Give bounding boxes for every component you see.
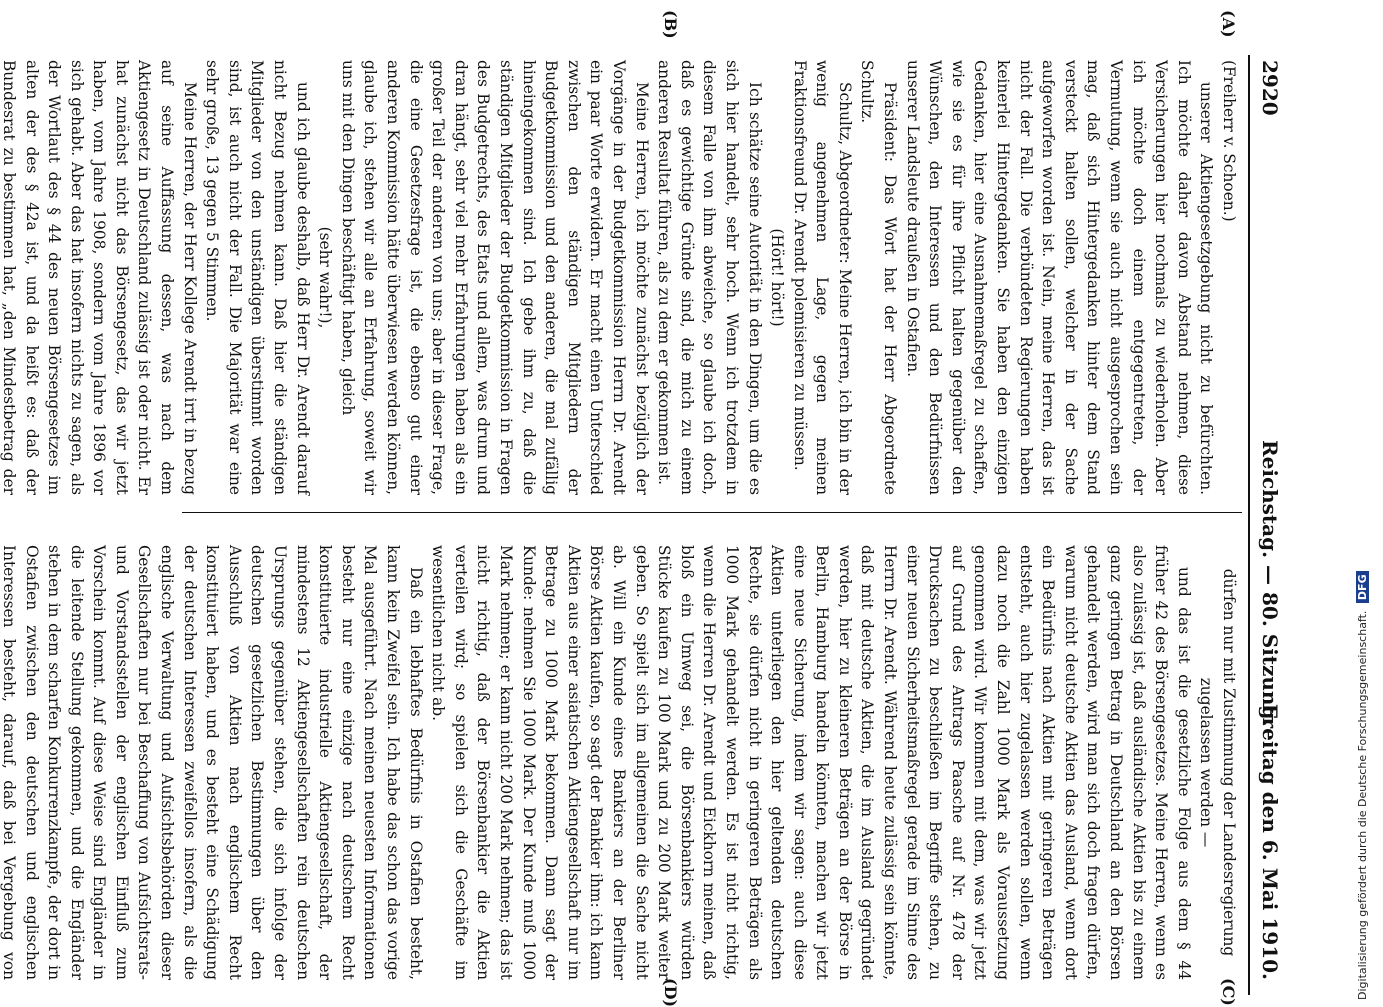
digitization-note (1356, 10, 1369, 1000)
left-column (0, 60, 1240, 495)
paragraph: unserer Aktiengesetzgebung nicht zu befürchten. Ich möchte daher davon Abstand nehmen, diese Versicherungen hier nochmals zu wiederholen. Aber ich möchte doch einem entgegentreten, der Vermutung, wenn sie auch nicht ausgesprochen sein mag, daß sich Hintergedanken hinter dem Stand versteckt halten sollen, welcher in der Sache aufgeworfen worden ist. Nein, meine Herren, das ist nicht der Fall. Die verbündeten Regierungen haben keinerlei Hintergedanken. Sie haben den einzigen Gedanken, hier eine Ausnahmemaßregel zu schaffen, wie sie es für ihre Pflicht halten gegenüber den Wünschen, den Interessen und den Bedürfnissen unserer Landsleute draußen in Ostafien. (903, 60, 1216, 495)
page-header (1252, 60, 1282, 990)
right-column (0, 545, 1240, 980)
interjection: (sehr wahr!), (316, 226, 335, 329)
page-number: 2920 (1258, 60, 1282, 116)
paragraph: Meine Herren, der Herr Kollege Arendt irrt in bezug auf seine Auffassung dessen, was nach dem Aktiengesetz in Deutschland zulässig ist oder nicht. Er hat zunächst nicht das Börsengesetz, das wir jetzt haben, vom Jahre 1908, sondern vom Jahre 1896 vor sich gehabt. Aber das hat insofern nichts zu sagen, als der Wortlaut des § 44 des neuen Börsengesetzes im alten der des § 42a ist, und da heißt es: daß der Bundesrat zu bestimmen hat, „den Mindestbetrag der (0, 60, 199, 495)
paragraph: Ich schätze seine Autorität in den Dingen, um die es sich hier handelt, sehr hoch. Wenn ich trotzdem in diesem Falle von ihm abweiche, so glaube ich doch, daß es gewichtige Gründe sind, die mich zu einem anderen Resultat führen, als zu dem er gekommen ist. (655, 60, 764, 495)
paragraph: Daß ein lebhaftes Bedürfnis in Ostafien besteht, kann kein Zweifel sein. Ich habe das schon das vorige Mal ausgeführt. Nach meinen neuesten Informationen besteht nur eine einzige nach deutschem Recht konstituierte industrielle Aktiengesellschaft, der mindestens 12 Aktiengesellschaften rein deutschen Ursprungs gegenüber stehen, die sich infolge der deutschen gesetzlichen Bestimmungen über den Ausschluß von Aktien nach englischem Recht konstituiert haben, und es besteht eine Schädigung der deutschen Interessen zweifellos insofern, als die englische Verwaltung und Aufsichtsbehörden dieser Gesellschaften nur bei Beschaffung von Aufsichtsrats- und Vorstandsstellen der englischen Einfluß zum Vorschein kommt. Auf diese Weise sind Engländer in die leitende Stellung gekommen, und die Engländer stehen in dem scharfen Konkurrenzkampfe, der dort in Ostafien zwischen den deutschen und englischen Interessen besteht, darauf, daß bei Vergebung von (0, 545, 425, 980)
paragraph: Schultz, Abgeordneter: Meine Herren, ich bin in der wenig angenehmen Lage, gegen meinen Fraktionsfreund Dr. Arendt polemisieren zu müssen. (790, 60, 854, 495)
margin-marker-b: (B) (661, 10, 680, 39)
session-title: Reichstag. — 80. Sitzung. (1258, 440, 1282, 727)
margin-marker-a: (A) (1219, 10, 1238, 38)
digitization-text: Digitalisierung gefördert durch die Deutsche Forschungsgemeinschaft. (1356, 610, 1369, 1000)
margin-marker-c: (C) (1219, 978, 1238, 1006)
speaker-attribution: (Freiherr v. Schoen.) (1220, 60, 1238, 222)
quotation: dürfen nur mit Zustimmung der Landesregierung zugelassen werden — (1197, 568, 1238, 957)
session-date: Freitag den 6. Mai 1910. (1258, 703, 1282, 980)
paragraph: und das ist die gesetzliche Folge aus dem § 44 früher 42 des Börsengesetzes. Meine Herren, wenn es also zulässig ist, daß ausländische Aktien bis zu einem ganz geringen Betrag in Deutschland an den Börsen gehandelt werden, wird man sich doch fragen dürfen, warum nicht deutsche Aktien das Ausland, wenn dort ein Bedürfnis nach Aktien mit geringeren Beträgen entsteht, auch hier zugelassen werden sollen, wenn dazu noch die Zahl 1000 Mark als Voraussetzung genommen wird. Wir kommen mit dem, was wir jetzt auf Grund des Antrags Paasche auf Nr. 478 der Drucksachen zu beschließen im Begriffe stehen, zu einer neuen Sicherheitsmaßregel gerade im Sinne des Herrn Dr. Arendt. Während heute zulässig sein könnte, daß mit deutsche Aktien, die im Ausland gegründet werden, hier zu kleineren Beträgen an der Börse in Berlin, Hamburg handeln könnten, machen wir jetzt eine neue Sicherung, indem wir sagen: auch diese Aktien unterliegen den hier geltenden deutschen Rechte, sie dürfen nicht in geringeren Beträgen als 1000 Mark gehandelt werden. Es ist nicht richtig, wenn die Herren Dr. Arendt und Eickhorn meinen, daß bloß ein Umweg sei, die Börsenbankiers würden Stücke kaufen zu 100 Mark und zu 200 Mark weiter geben. So spielt sich im allgemeinen die Sache nicht ab. Will ein Kunde eines Bankiers an der Berliner Börse Aktien kaufen, so sagt der Bankier ihm: ich kann Aktien aus einer asiatischen Aktiengesellschaft nur im Betrage zu 1000 Mark bekommen. Dann sagt der Kunde: nehmen Sie 1000 Mark. Der Kunde muß 1000 Mark nehmen; er kann nicht 200 Mark nehmen; das ist nicht richtig, daß der Börsenbankier die Aktien verteilen wird; so spielen sich die Geschäfte im wesentlichen nicht ab. (429, 545, 1193, 980)
header-rule (1248, 55, 1250, 995)
column-divider (182, 512, 1242, 513)
margin-marker-d: (D) (661, 978, 680, 1007)
interjection: (Hört! hört!) (768, 228, 787, 327)
paragraph: Präsident: Das Wort hat der Herr Abgeordnete Schultz. (858, 60, 900, 495)
paragraph: und ich glaube deshalb, daß Herr Dr. Arendt darauf nicht Bezug nehmen kann. Daß hier die ständigen Mitglieder von den unständigen überstimmt worden sind, ist auch nicht der Fall. Die Majorität war eine sehr große, 13 gegen 5 Stimmen. (203, 60, 312, 495)
paragraph: Meine Herren, ich möchte zunächst bezüglich der Vorgänge in der Budgetkommission Herrn Dr. Arendt ein paar Worte erwidern. Er macht einen Unterschied zwischen den ständigen Mitgliedern der Budgetkommission und den anderen, die mal zufällig hineingekommen sind. Ich gebe ihm zu, daß die ständigen Mitglieder der Budgetkommission in Fragen des Budgetrechts, des Etats und allem, was drum und dran hängt, sehr viel mehr Erfahrungen haben als ein großer Teil der anderen von uns; aber in dieser Frage, die eine Gesetzesfrage ist, die ebenso gut einer anderen Kommission hätte überwiesen werden können, glaube ich, stehen wir alle an Erfahrung, soweit wir uns mit den Dingen beschäftigt haben, gleich (338, 60, 651, 496)
dfg-logo: DFG (1356, 571, 1369, 603)
